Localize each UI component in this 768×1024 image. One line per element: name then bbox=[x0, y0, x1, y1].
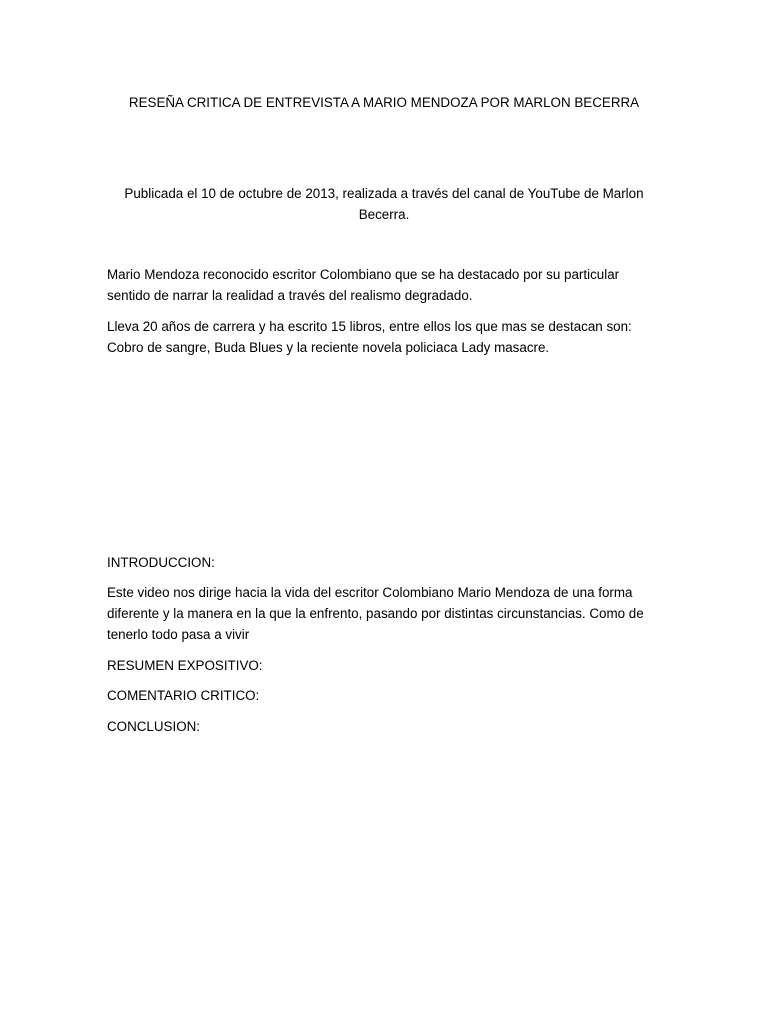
publication-line: Publicada el 10 de octubre de 2013, realizada a través del canal de YouTube de Marlon Becerra. bbox=[124, 186, 644, 222]
conclusion-heading: CONCLUSION: bbox=[107, 719, 201, 734]
comentario-heading: COMENTARIO CRITICO: bbox=[107, 688, 260, 703]
intro-paragraph-2: Lleva 20 años de carrera y ha escrito 15 libros, entre ellos los que mas se destacan son: Cobro de sangre, Buda Blues y la reciente novela policiaca Lady masacre. bbox=[107, 319, 632, 355]
intro-paragraph-1: Mario Mendoza reconocido escritor Colombiano que se ha destacado por su particular sentido de narrar la realidad a través del realismo degradado. bbox=[107, 267, 620, 303]
introduccion-heading: INTRODUCCION: bbox=[107, 555, 215, 570]
document-title: RESEÑA CRITICA DE ENTREVISTA A MARIO MENDOZA POR MARLON BECERRA bbox=[128, 95, 640, 110]
introduccion-text: Este video nos dirige hacia la vida del escritor Colombiano Mario Mendoza de una forma diferente y la manera en la que la enfrento, pasando por distintas circunstancias. Como de tenerlo todo pasa a vivir bbox=[107, 585, 644, 642]
resumen-heading: RESUMEN EXPOSITIVO: bbox=[107, 658, 263, 673]
